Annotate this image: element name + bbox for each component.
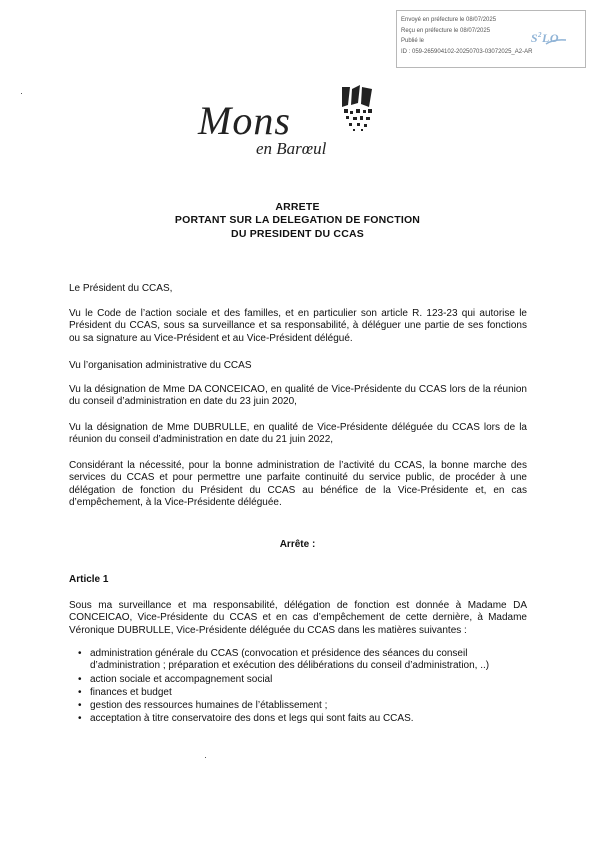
slo-swoosh-icon <box>545 38 567 46</box>
vu-code-paragraph: Vu le Code de l’action sociale et des familles, et en particulier son article R. 123-23 qui autorise le Président du CCAS, sous sa surveillance et sa responsabilité, à déléguer une partie de ses fonctions ou sa signature au Vice-Président et au Vice-Président délégué. <box>69 308 527 344</box>
list-item <box>78 700 527 712</box>
mons-en-baroeul-logo <box>198 85 378 165</box>
article-1-paragraph: Sous ma surveillance et ma responsabilité, délégation de fonction est donnée à Madame DA CONCEICAO, Vice-Présidente du CCAS et en cas d’empêchement de cette dernière, à Madame Véronique DUBRULLE, Vice-Présidente déléguée du CCAS dans les matières suivantes : <box>69 600 527 636</box>
considerant-paragraph: Considérant la nécessité, pour la bonne administration de l’activité du CCAS, la bonne marche des services du CCAS et pour permettre une parfaite continuité du service public, de procéder à une délégation de fonction du Président du CCAS au bénéfice de la Vice-Présidente et, en cas d’empêchement, à la Vice-Présidente déléguée. <box>69 460 527 508</box>
list-item-text: finances et budget <box>90 686 172 698</box>
bullet: • <box>78 686 82 698</box>
stamp-received-date: Reçu en préfecture le 08/07/2025 <box>401 27 491 34</box>
list-item <box>78 674 527 686</box>
bullet: • <box>78 673 82 685</box>
vu-organisation-paragraph: Vu l’organisation administrative du CCAS <box>69 360 252 371</box>
document-title-line1: ARRETE <box>275 201 320 213</box>
list-item <box>78 687 527 699</box>
vu-designation-vp-paragraph: Vu la désignation de Mme DA CONCEICAO, en qualité de Vice-Présidente du CCAS lors de la réunion du conseil d’administration en date du 23 juin 2020, <box>69 384 527 408</box>
arrete-heading: Arrête : <box>279 539 316 550</box>
article-1-heading: Article 1 <box>69 574 109 585</box>
bullet: • <box>78 648 82 659</box>
logo-sub-text: en Barœul <box>256 139 327 158</box>
slo-logo: $S^2LO$ <box>530 31 559 45</box>
president-line: Le Président du CCAS, <box>69 283 173 294</box>
vu-designation-vpd-paragraph: Vu la désignation de Mme DUBRULLE, en qualité de Vice-Présidente déléguée du CCAS lors de la réunion du conseil d’administration en date du 21 juin 2022, <box>69 422 527 446</box>
stamp-published: Publié le <box>401 38 425 44</box>
list-item-text: administration générale du CCAS (convocation et présidence des séances du conseil d’administration ; préparation et exécution des délibérations du conseil d’administration, ..) <box>90 648 490 672</box>
scan-speck <box>205 757 206 758</box>
delegation-matters-list <box>78 648 527 727</box>
list-item-text: gestion des ressources humaines de l’établissement ; <box>90 700 328 712</box>
stamp-id: ID : 059-265904102-20250703-03072025_A2-AR <box>401 48 533 55</box>
document-title-line2: PORTANT SUR LA DELEGATION DE FONCTION <box>174 214 421 226</box>
bullet: • <box>78 700 82 712</box>
prefecture-stamp <box>396 10 586 68</box>
list-item <box>78 713 527 725</box>
logo-main-text: Mons <box>198 98 291 143</box>
document-title-line3: DU PRESIDENT DU CCAS <box>231 228 364 240</box>
list-item <box>78 648 527 673</box>
scan-speck <box>21 93 22 94</box>
list-item-text: action sociale et accompagnement social <box>90 673 273 685</box>
bullet: • <box>78 713 82 725</box>
stamp-sent-date: Envoyé en préfecture le 08/07/2025 <box>401 17 497 23</box>
list-item-text: acceptation à titre conservatoire des dons et legs qui sont faits au CCAS. <box>90 713 414 725</box>
logo-emblem-icon <box>338 85 376 135</box>
